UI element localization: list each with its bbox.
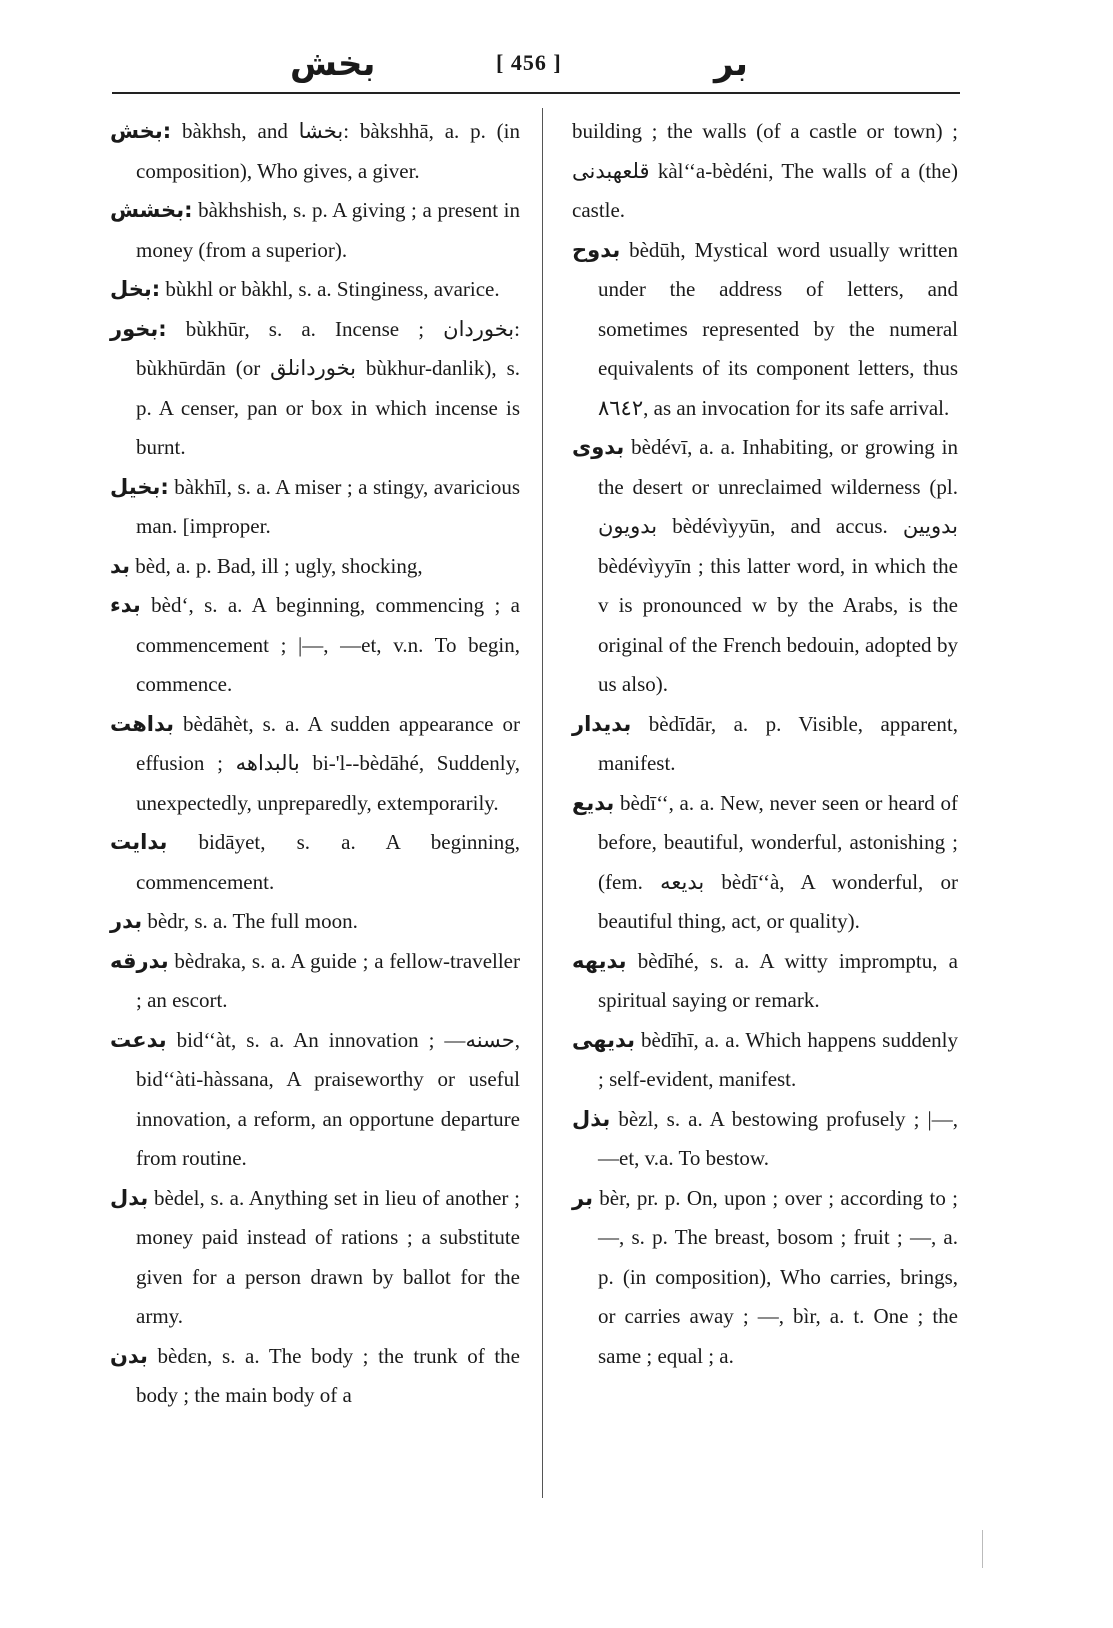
dictionary-entry	[110, 547, 520, 587]
column-divider	[542, 108, 543, 1498]
dictionary-entry	[110, 1337, 520, 1416]
entry-text: bàkhshish, s. p. A giving ; a present in money (from a superior).	[136, 198, 520, 262]
scan-mark	[982, 1530, 983, 1568]
right-column	[572, 112, 958, 1376]
entry-text: bèr, pr. p. On, upon ; over ; according to ; —, s. p. The breast, bosom ; fruit ; —, a. p. (in composition), Who carries, brings, or carries away ; —, bìr, a. t. One ; the same ; equal ; a.	[592, 1185, 958, 1368]
entry-text: building ; the walls (of a castle or town) ; قلعهبدنى kàl‘‘a-bèdéni, The walls of a (the) castle.	[572, 119, 958, 222]
entry-headword: بدل	[110, 1185, 149, 1210]
entry-headword: بدرقه	[110, 948, 169, 973]
entry-headword: بديهه	[572, 948, 627, 973]
entry-headword: بديهى	[572, 1027, 636, 1052]
dictionary-entry	[572, 1100, 958, 1179]
entry-headword: بخش:	[110, 119, 172, 143]
dictionary-entry	[572, 428, 958, 705]
dictionary-entry	[110, 1179, 520, 1337]
dictionary-entry	[110, 468, 520, 547]
dictionary-entry	[572, 784, 958, 942]
dictionary-entry	[110, 823, 520, 902]
entry-text: bèzl, s. a. A bestowing profusely ; |—, —et, v.a. To bestow.	[598, 1106, 958, 1170]
entry-text: bèdūh, Mystical word usually written under the address of letters, and sometimes represented by the numeral equivalents of its component letters, thus ٨٦٤٢, as an invocation for its safe arrival.	[598, 237, 958, 420]
dictionary-entry	[110, 586, 520, 705]
dictionary-entry	[110, 310, 520, 468]
dictionary-entry	[110, 705, 520, 824]
entry-text: bèdīhī, a. a. Which happens suddenly ; self-evident, manifest.	[598, 1027, 958, 1091]
entry-text: bèdévī, a. a. Inhabiting, or growing in the desert or unreclaimed wilderness (pl. بدويون bèdévìyyūn, and accus. بدويين bèdévìyyīn ; this latter word, in which the v is pronounced w by the Arabs, is the original of the French bedouin, adopted by us also).	[598, 435, 958, 696]
dictionary-entry	[110, 191, 520, 270]
entry-text: bèdel, s. a. Anything set in lieu of another ; money paid instead of rations ; a substitute given for a person drawn by ballot for the army.	[136, 1185, 520, 1328]
entry-headword: بد	[110, 553, 131, 578]
dictionary-entry	[572, 942, 958, 1021]
entry-headword: بخل:	[110, 277, 161, 301]
entry-headword: بذل	[572, 1106, 611, 1131]
entry-text: bid‘‘àt, s. a. An innovation ; —حسنه, bid‘‘àti-hàssana, A praiseworthy or useful innovation, a reform, an opportune departure from routine.	[136, 1027, 520, 1170]
entry-headword: بخشش:	[110, 198, 193, 222]
dictionary-entry	[110, 942, 520, 1021]
header-left-word: بخش	[290, 44, 376, 84]
dictionary-entry	[572, 705, 958, 784]
entry-headword: بدن	[110, 1343, 148, 1368]
entry-text: bàkhsh, and بخشا: bàkshhā, a. p. (in composition), Who gives, a giver.	[136, 119, 520, 183]
entry-text: bèdīdār, a. p. Visible, apparent, manifest.	[598, 711, 958, 775]
entry-headword: بخور:	[110, 316, 167, 341]
entry-headword: بر	[572, 1185, 593, 1210]
entry-headword: بدء	[110, 593, 141, 617]
header-right-word: بر	[714, 44, 748, 84]
entry-text: bèd, a. p. Bad, ill ; ugly, shocking,	[130, 553, 423, 578]
dictionary-entry	[572, 231, 958, 429]
dictionary-entry	[110, 270, 520, 310]
entry-text: bèdr, s. a. The full moon.	[142, 909, 358, 933]
dictionary-entry	[110, 112, 520, 191]
entry-text: bèd‘, s. a. A beginning, commencing ; a commencement ; ‌‌|—, —et, v.n. To begin, commence.	[136, 593, 520, 696]
page-number: [ 456 ]	[496, 50, 562, 75]
entry-text: bèdāhèt, s. a. A sudden appearance or effusion ; بالبداهه bi-'l--bèdāhé, Suddenly, unexpectedly, unpreparedly, extemporarily.	[136, 711, 520, 815]
entry-headword: بدوى	[572, 435, 625, 459]
page-header	[110, 44, 960, 94]
entry-text: bèdɛn, s. a. The body ; the trunk of the body ; the main body of a	[136, 1343, 520, 1407]
entry-headword: بدايت	[110, 830, 168, 854]
entry-text: bàkhīl, s. a. A miser ; a stingy, avaricious man. [improper.	[136, 474, 520, 538]
entry-headword: بدعت	[110, 1027, 167, 1052]
entry-text: bidāyet, s. a. A beginning, commencement.	[136, 830, 520, 894]
dictionary-entry	[572, 112, 958, 231]
entry-headword: بديع	[572, 790, 615, 815]
entry-headword: بدر	[110, 909, 143, 933]
header-rule	[112, 92, 960, 94]
left-column	[110, 112, 520, 1416]
dictionary-entry	[572, 1179, 958, 1377]
dictionary-entry	[110, 1021, 520, 1179]
entry-headword: بخيل:	[110, 474, 169, 499]
dictionary-entry	[572, 1021, 958, 1100]
entry-headword: بدوح	[572, 237, 621, 262]
dictionary-entry	[110, 902, 520, 942]
entry-text: bùkhūr, s. a. Incense ; بخوردان: bùkhūrdān (or بخوردانلق bùkhur-danlik), s. p. A censer, pan or box in which incense is burnt.	[136, 316, 520, 459]
entry-headword: بداهت	[110, 711, 175, 736]
entry-text: bèdī‘‘, a. a. New, never seen or heard of before, beautiful, wonderful, astonishing ; (fem. بديعه bèdī‘‘à, A wonderful, or beautiful thing, act, or quality).	[598, 790, 958, 933]
entry-text: bèdraka, s. a. A guide ; a fellow-traveller ; an escort.	[136, 948, 520, 1012]
entry-text: bùkhl or bàkhl, s. a. Stinginess, avarice.	[160, 277, 500, 301]
entry-headword: بديدار	[572, 711, 632, 736]
entry-text: bèdīhé, s. a. A witty impromptu, a spiritual saying or remark.	[598, 948, 958, 1012]
